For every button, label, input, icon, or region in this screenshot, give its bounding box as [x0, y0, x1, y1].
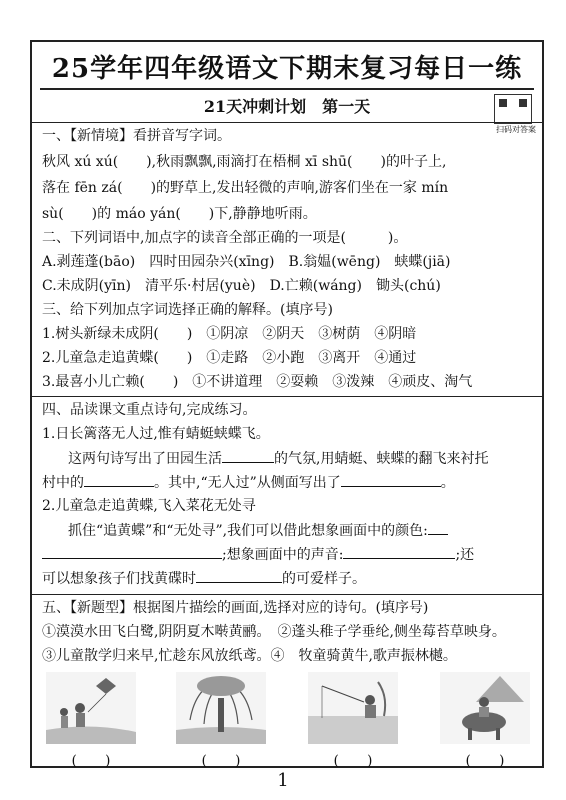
section1-heading: 一、【新情境】看拼音写字词。	[42, 128, 231, 144]
cowherd-on-ox-illustration	[440, 672, 530, 744]
section4-q1-line-1: 这两句诗写出了田园生活 的气氛,用蜻蜓、蛱蝶的翻飞来衬托	[68, 448, 532, 469]
answer-blank[interactable]	[341, 472, 441, 487]
section4-q2-poem: 2.儿童急走追黄蝶,飞入菜花无处寻	[42, 498, 256, 514]
answer-blank[interactable]	[343, 544, 455, 559]
section3-item-1: 1.树头新绿未成阴( ) ①阴凉 ②阴天 ③树荫 ④阴暗	[42, 326, 417, 342]
answer-blank[interactable]	[196, 568, 282, 583]
section2-heading: 二、下列词语中,加点字的读音全部正确的一项是( )。	[42, 230, 408, 246]
worksheet-frame	[30, 40, 544, 768]
worksheet-title: 25学年四年级语文下期末复习每日一练	[51, 54, 523, 84]
section3-item-2: 2.儿童急走追黄蝶( ) ①走路 ②小跑 ③离开 ④通过	[42, 350, 417, 366]
answer-blank[interactable]	[428, 520, 448, 535]
section4-q1-line-2: 村中的 。其中,“无人过”从侧面写出了 。	[42, 472, 532, 493]
worksheet-subtitle: 21天冲刺计划 第一天	[203, 97, 371, 116]
answer-blank[interactable]	[84, 472, 154, 487]
section1-line-3: sù( )的 máo yán( )下,静静地听雨。	[42, 206, 317, 222]
title-divider	[40, 88, 534, 90]
section4-heading: 四、品读课文重点诗句,完成练习。	[42, 402, 257, 418]
section-divider	[32, 594, 542, 595]
fishing-child-illustration	[308, 672, 398, 744]
picture-answer-1[interactable]: ( )	[71, 753, 111, 769]
qr-code-icon[interactable]	[494, 94, 532, 124]
picture-answer-2[interactable]: ( )	[201, 753, 241, 769]
section4-q2-line-2: ;想象画面中的声音: ;还	[42, 544, 532, 565]
section1-line-1: 秋风 xú xú( ),秋雨飘飘,雨滴打在梧桐 xī shū( )的叶子上,	[42, 154, 447, 170]
section2-option-cd: C.未成阴(yīn) 清平乐·村居(yuè) D.亡赖(wáng) 锄头(chú)	[42, 278, 441, 294]
section4-q2-line-1: 抓住“追黄蝶”和“无处寻”,我们可以借此想象画面中的颜色:	[68, 520, 532, 541]
section-divider	[32, 122, 542, 123]
section4-q1-poem: 1.日长篱落无人过,惟有蜻蜓蛱蝶飞。	[42, 426, 270, 442]
section5-heading: 五、【新题型】根据图片描绘的画面,选择对应的诗句。(填序号)	[42, 600, 429, 616]
answer-blank[interactable]	[42, 544, 222, 559]
willow-tree-illustration	[176, 672, 266, 744]
page-number: 1	[277, 770, 289, 791]
section1-line-2: 落在 fēn zá( )的野草上,发出轻微的声响,游客们坐在一家 mín	[42, 180, 449, 196]
picture-answer-4[interactable]: ( )	[465, 753, 505, 769]
section5-poems-line-1: ①漠漠水田飞白鹭,阴阴夏木啭黄鹂。 ②蓬头稚子学垂纶,侧坐莓苔草映身。	[42, 624, 506, 640]
section3-item-3: 3.最喜小儿亡赖( ) ①不讲道理 ②耍赖 ③泼辣 ④顽皮、淘气	[42, 374, 473, 390]
section5-poems-line-2: ③儿童散学归来早,忙趁东风放纸鸢。④ 牧童骑黄牛,歌声振林樾。	[42, 648, 457, 664]
kite-flying-illustration	[46, 672, 136, 744]
qr-label: 扫码对答案	[496, 125, 536, 134]
picture-answer-3[interactable]: ( )	[333, 753, 373, 769]
section3-heading: 三、给下列加点字词选择正确的解释。(填序号)	[42, 302, 333, 318]
answer-blank[interactable]	[222, 448, 274, 463]
section-divider	[32, 396, 542, 397]
picture-row	[46, 672, 528, 782]
section2-option-ab: A.剥莲蓬(bāo) 四时田园杂兴(xīng) B.翁媪(wēng) 蛱蝶(jiā)	[42, 254, 451, 270]
section4-q2-line-3: 可以想象孩子们找黄碟时 的可爱样子。	[42, 568, 532, 589]
